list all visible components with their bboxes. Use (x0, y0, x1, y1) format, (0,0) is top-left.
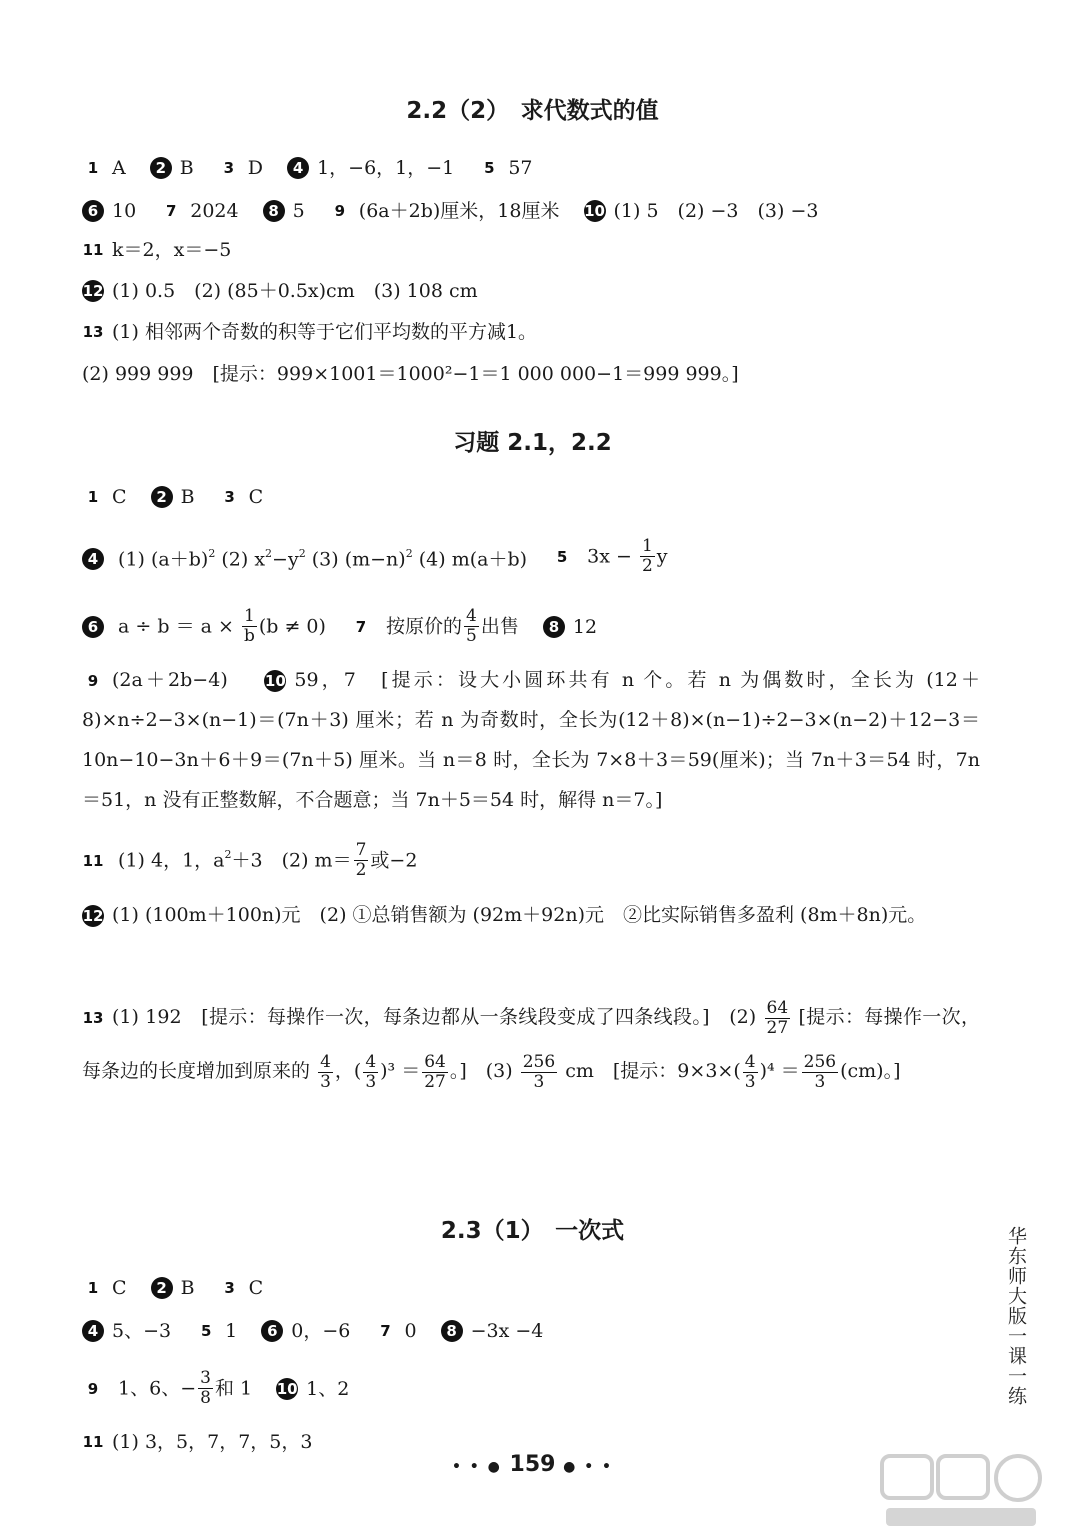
answer-line (82, 317, 982, 345)
answer-text: (cm)。] (840, 1060, 901, 1082)
answer-item (276, 1375, 349, 1402)
answer-text: 10 (112, 199, 137, 222)
answer-text: (b ≠ 0) (258, 615, 326, 638)
question-number: 3 (223, 158, 235, 177)
answer-item (82, 236, 231, 263)
answer-line (82, 538, 982, 575)
fraction: $\frac{256}{3}$ (803, 1051, 837, 1092)
answer-text: (2) x (221, 548, 266, 571)
answer-text: B (180, 485, 195, 508)
answer-item (543, 613, 597, 640)
answer-text: −y (272, 548, 299, 571)
section-title: 2.2（2） 求代数式的值 (406, 98, 659, 124)
answer-text: C (112, 1276, 127, 1299)
answer-item (82, 318, 537, 345)
question-number: 13 (82, 1009, 104, 1027)
answer-text: 按原价的 (386, 615, 463, 638)
answer-text: (1) 0.5 (2) (85＋0.5x)cm (3) 108 cm (112, 279, 478, 302)
answer-paragraph (82, 990, 980, 1098)
question-number: 8 (263, 200, 285, 222)
question-number: 8 (543, 616, 565, 638)
fraction: $\frac{4}{5}$ (466, 606, 477, 646)
answer-line (82, 842, 982, 879)
question-number: 11 (82, 240, 104, 259)
answer-item (82, 483, 127, 510)
answer-line (82, 1370, 982, 1407)
answer-line (82, 235, 982, 263)
question-number: 1 (87, 487, 99, 506)
answer-text: 1、2 (306, 1378, 350, 1400)
answer-line (82, 1427, 982, 1455)
answer-text: D (247, 156, 264, 179)
question-number: 5 (484, 158, 495, 177)
answer-item (350, 608, 519, 645)
question-number: 1 (87, 158, 99, 177)
answer-text: 或−2 (370, 849, 418, 872)
question-number: 13 (82, 322, 104, 341)
fraction: $\frac{64}{27}$ (766, 997, 789, 1038)
question-number: 3 (224, 1278, 235, 1297)
question-number: 10 (584, 201, 605, 220)
answer-text: (3) (m−n) (311, 548, 406, 571)
question-number: 6 (82, 616, 104, 638)
answer-text: 0，−6 (291, 1319, 351, 1342)
watermark-logo (878, 1452, 1048, 1532)
answer-item (82, 1370, 252, 1407)
question-number: 6 (82, 200, 104, 222)
answer-text: [提示：每操作一次，每条边的长度增加到原来的 (82, 1006, 980, 1082)
answer-text: (1) 4，1，a (118, 849, 225, 872)
answer-text: 59，7 [提示：设大小圆环共有 n 个。若 n 为偶数时，全长为 (12＋8)×n÷2−3×(n−1)＝(7n＋3) 厘米；若 n 为奇数时，全长为(12＋8)×(n−1)÷2−3×(n−2)＋12−3＝10n−10−3n＋6＋9＝(7n＋5) 厘米。当 n＝8 时，全长为 7×8＋3＝59(厘米)；当 7n＋3＝54 时，7n＝51，n 没有正整数解，不合题意；当 7n＋5＝54 时，解得 n＝7。] (82, 669, 980, 811)
answer-text: B (179, 156, 194, 179)
decorative-dots: ● • • (563, 1459, 614, 1475)
answer-text: A (112, 156, 126, 179)
answer-text: )³ ＝ (380, 1060, 421, 1082)
question-number: 4 (82, 548, 104, 570)
question-number: 7 (380, 1321, 391, 1340)
question-number: 9 (334, 201, 345, 220)
fraction: $\frac{3}{8}$ (200, 1368, 211, 1408)
question-number: 12 (82, 281, 104, 300)
answer-text: B (180, 1276, 195, 1299)
question-number: 7 (166, 201, 177, 220)
page-number: 159 (509, 1452, 556, 1477)
answer-text: (1) 相邻两个奇数的积等于它们平均数的平方减1。 (112, 320, 538, 343)
answer-item (82, 1274, 127, 1301)
answer-text: 5 (292, 199, 305, 222)
answer-item (195, 1317, 237, 1344)
answer-line (82, 1316, 982, 1344)
answer-text: 57 (508, 156, 533, 179)
question-number: 3 (224, 487, 235, 506)
answer-item (261, 1317, 350, 1344)
answer-line (82, 196, 982, 224)
answer-text: 出售 (480, 615, 519, 638)
answer-text: k＝2，x＝−5 (112, 238, 232, 261)
question-number: 5 (200, 1321, 212, 1340)
fraction: $\frac{64}{27}$ (424, 1051, 446, 1092)
answer-text: (1) 192 [提示：每操作一次，每条边都从一条线段变成了四条线段。] (2) (112, 1006, 757, 1028)
answer-item (151, 1274, 195, 1301)
fraction: $\frac{7}{2}$ (355, 840, 367, 880)
answer-item (219, 483, 264, 510)
answer-text: C (248, 485, 264, 508)
answer-paragraph (82, 895, 980, 935)
answer-text: (1) (100m＋100n)元 (2) ①总销售额为 (92m＋92n)元 ②比实际销售多盈利 (8m＋8n)元。 (112, 904, 927, 926)
answer-item (218, 154, 263, 181)
question-number: 7 (355, 617, 367, 636)
answer-item (82, 277, 478, 304)
answer-text: (4) m(a＋b) (418, 548, 528, 571)
answer-text: (1) (a＋b) (118, 548, 209, 571)
answer-text: 5、−3 (112, 1319, 172, 1342)
question-number: 9 (87, 672, 99, 690)
answer-text: −3x −4 (470, 1319, 544, 1342)
question-number: 6 (261, 1320, 283, 1342)
answer-text: (1) 5 (2) −3 (3) −3 (613, 199, 819, 222)
answer-paragraph (82, 660, 980, 820)
question-number: 8 (441, 1320, 463, 1342)
answer-item (584, 197, 819, 224)
answer-line (82, 276, 982, 304)
answer-text: )⁴ ＝ (759, 1060, 800, 1082)
answer-item (151, 483, 195, 510)
question-number: 11 (82, 851, 104, 870)
answer-text: 3x − (587, 545, 632, 568)
answer-text: C (248, 1276, 264, 1299)
question-number: 2 (151, 486, 173, 508)
book-title-vertical: 华东师大版一课一练 (1005, 1226, 1027, 1406)
answer-text: cm [提示：9×3×( (565, 1060, 741, 1082)
question-number: 11 (82, 1432, 104, 1451)
answer-text: 1、6、− (118, 1377, 197, 1400)
answer-item (82, 154, 126, 181)
answer-item (82, 1428, 312, 1455)
answer-item (263, 197, 305, 224)
answer-line (82, 1273, 982, 1301)
question-number: 5 (556, 547, 568, 566)
answer-text: 0 (404, 1319, 417, 1342)
question-number: 10 (264, 672, 286, 690)
question-number: 2 (150, 157, 172, 179)
fraction: $\frac{1}{2}$ (641, 536, 653, 576)
question-number: 1 (87, 1278, 99, 1297)
answer-item (478, 154, 532, 181)
answer-text: a ÷ b ＝ a × (118, 615, 234, 638)
answer-item (551, 538, 667, 575)
section-title: 2.3（1） 一次式 (440, 1218, 625, 1244)
question-number: 10 (276, 1380, 298, 1398)
answer-item (82, 1317, 171, 1344)
answer-text: ＋3 (2) m＝ (231, 849, 352, 872)
answer-item (441, 1317, 544, 1344)
answer-item (160, 197, 238, 224)
question-number: 9 (87, 1379, 99, 1398)
answer-line: (2) 999 999 [提示：999×1001＝1000²−1＝1 000 000−1＝999 999。] (82, 363, 739, 385)
answer-text: (1) 3，5，7，7，5，3 (112, 1430, 313, 1453)
answer-item (329, 197, 560, 224)
answer-item (82, 197, 136, 224)
answer-text: 。] (3) (449, 1060, 513, 1082)
fraction: $\frac{4}{3}$ (365, 1051, 377, 1092)
answer-text: 12 (572, 616, 598, 638)
question-number: 4 (287, 157, 309, 179)
fraction: $\frac{256}{3}$ (522, 1051, 556, 1092)
answer-text: C (112, 485, 127, 508)
answer-text: 1 (225, 1319, 238, 1342)
question-number: 12 (82, 907, 104, 925)
answer-item (219, 1274, 264, 1301)
answer-text: 和 1 (214, 1377, 253, 1400)
answer-text: y (656, 545, 668, 568)
fraction: $\frac{1}{b}$ (243, 606, 255, 646)
answer-text: 2024 (190, 199, 239, 222)
answer-text: ，( (334, 1060, 362, 1082)
answer-line (82, 608, 982, 645)
section-title: 习题 2.1，2.2 (453, 430, 612, 456)
answer-item (287, 154, 454, 181)
answer-text: (2a＋2b−4) (112, 669, 228, 691)
decorative-dots: • • ● (451, 1459, 502, 1475)
answer-line (82, 153, 982, 181)
answer-item (374, 1317, 416, 1344)
answer-item (150, 154, 194, 181)
question-number: 2 (151, 1277, 173, 1299)
answer-line (82, 482, 982, 510)
answer-item: 4 (1) $(a+b)^2$ (2) $x^2-y^2$ (3) $(m-n)^2$ (4) m(a＋b) (82, 541, 527, 572)
fraction: $\frac{4}{3}$ (744, 1051, 756, 1092)
answer-item: 11 (1) 4，1，$a^2+3$ (2) m＝ $\frac{7}{2}$ 或−2 (82, 840, 418, 880)
answer-text: 1，−6，1，−1 (317, 156, 455, 179)
answer-text: (6a＋2b)厘米，18厘米 (358, 199, 560, 222)
fraction: $\frac{4}{3}$ (320, 1051, 331, 1092)
answer-item (82, 608, 326, 645)
question-number: 4 (82, 1320, 104, 1342)
